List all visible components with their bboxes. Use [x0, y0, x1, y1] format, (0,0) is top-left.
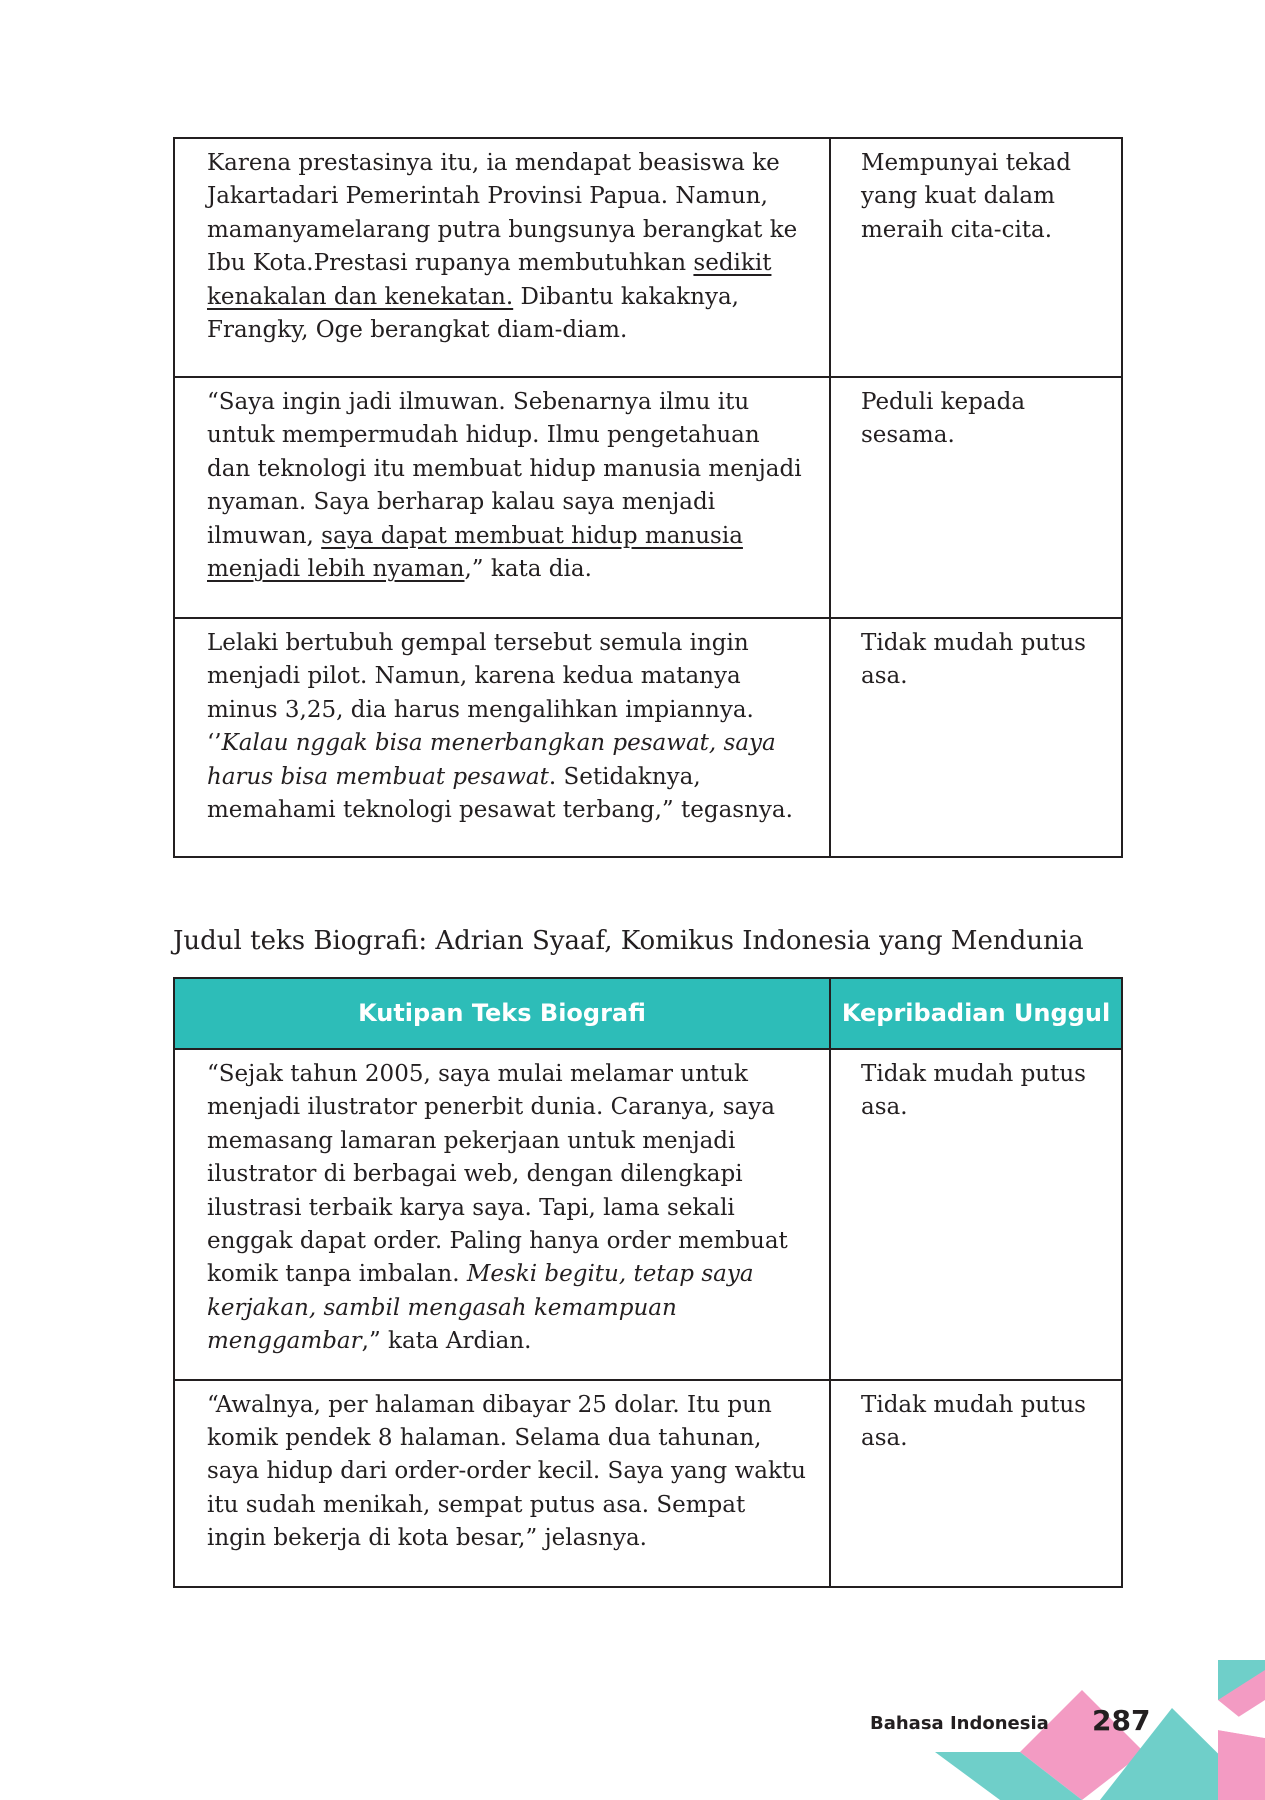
trait-cell: Tidak mudah putus asa.: [830, 1380, 1122, 1587]
text-run: Prestasi rupanya membutuhkan: [313, 250, 694, 277]
italic-phrase: Meski begitu, tetap saya kerjakan, sambil mengasah kemampuan menggambar: [207, 1261, 754, 1355]
underlined-phrase: sedikit kenakalan dan kenekatan.: [207, 250, 772, 310]
page-number: 287: [1092, 1704, 1151, 1737]
text-run: melarang putra bungsunya berangkat ke Ibu Kota.: [207, 216, 798, 277]
text-run: ,” kata Ardian.: [361, 1328, 532, 1355]
text-run: dari Pemerintah Provinsi Papua. Namun, mamanya: [207, 183, 768, 243]
footer-subject: Bahasa Indonesia: [870, 1713, 1049, 1734]
trait-cell: Tidak mudah putus asa.: [830, 618, 1122, 857]
trait-cell: Mempunyai tekad yang kuat dalam meraih cita-cita.: [830, 138, 1122, 377]
underlined-phrase: saya dapat membuat hidup manusia menjadi lebih nyaman: [207, 522, 743, 583]
trait-cell: Tidak mudah putus asa.: [830, 1049, 1122, 1380]
header-quote: Kutipan Teks Biografi: [174, 978, 830, 1049]
text-run: “Awalnya, per halaman dibayar 25 dolar. Itu pun komik pendek 8 halaman. Selama dua tahunan, saya hidup dari order-order kecil. Saya yang waktu itu sudah menikah, sempat putus asa. Sempat ingin bekerja di kota besar,” jelasnya.: [207, 1391, 806, 1552]
biography-title: Judul teks Biografi: Adrian Syaaf, Komikus Indonesia yang Mendunia: [173, 926, 1084, 956]
italic-phrase: Kalau nggak bisa menerbangkan pesawat, saya harus bisa membuat pesawat: [207, 730, 776, 790]
text-run: Lelaki bertubuh gempal tersebut semula ingin menjadi pilot. Namun, karena kedua matanya minus 3,25, dia harus mengalihkan impiannya.: [207, 630, 754, 723]
trait-cell: Peduli kepada sesama.: [830, 377, 1122, 618]
text-run: “Saya ingin jadi ilmuwan. Sebenarnya ilmu itu untuk mempermudah hidup. Ilmu pengetahuan dan teknologi itu membuat hidup manusia menjadi nyaman. Saya berharap kalau saya menjadi ilmuwan,: [207, 389, 802, 549]
text-run: “Sejak tahun 2005, saya mulai melamar untuk menjadi ilustrator penerbit dunia. Caranya, saya memasang lamaran pekerjaan untuk menjadi ilustrator di berbagai web, dengan dilengkapi ilustrasi terbaik karya saya. Tapi, lama sekali enggak dapat order. Paling hanya order membuat komik tanpa imbalan.: [207, 1061, 788, 1288]
text-run: . Setidaknya, memahami teknologi pesawat terbang,” tegasnya.: [207, 763, 793, 824]
header-trait: Kepribadian Unggul: [830, 978, 1122, 1049]
text-run: ,” kata dia.: [464, 556, 592, 583]
decor-pink-shape: [1218, 1730, 1265, 1800]
text-run: Dibantu kakaknya, Frangky, Oge berangkat diam-diam.: [207, 283, 739, 344]
text-run: ‘’: [207, 730, 222, 757]
text-run: Karena prestasinya itu, ia mendapat beasiswa ke Jakarta: [207, 150, 780, 210]
